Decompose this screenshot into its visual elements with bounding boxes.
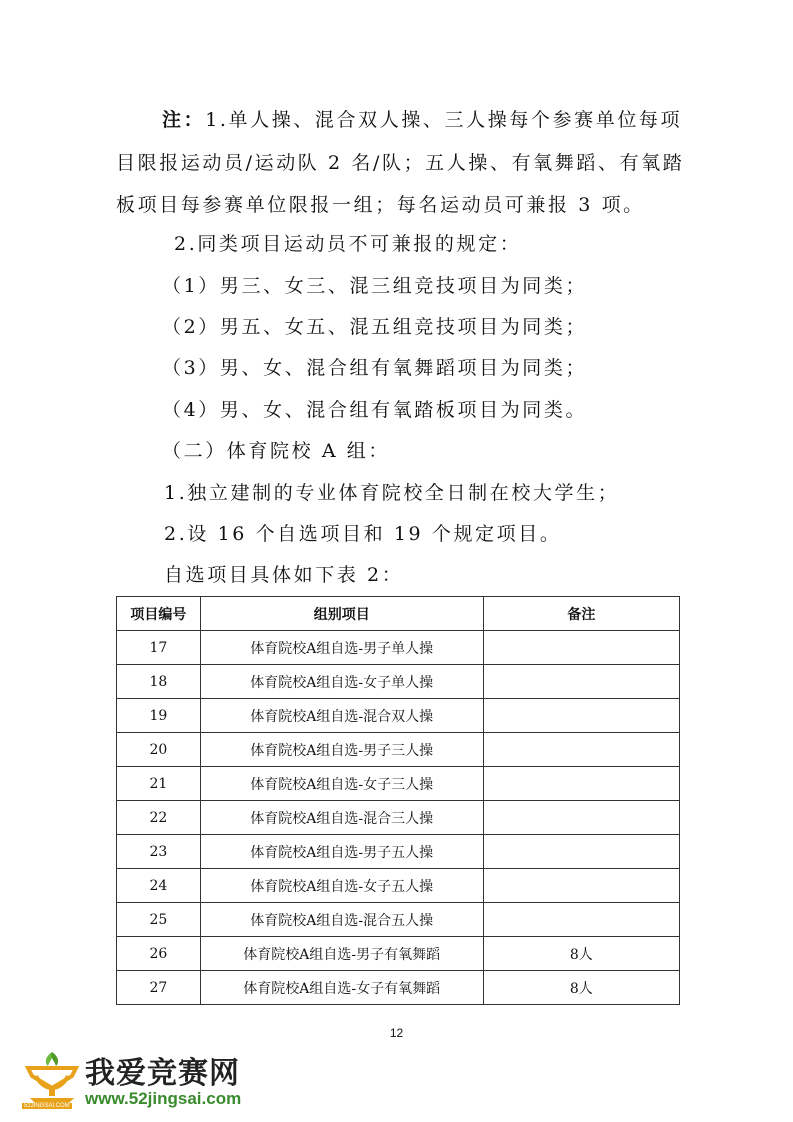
rule-heading: 2.同类项目运动员不可兼报的规定： [174, 233, 522, 255]
event-number: 22 [117, 801, 201, 835]
event-number: 17 [117, 631, 201, 665]
event-remark [483, 631, 679, 665]
table-row [117, 903, 680, 937]
event-remark [483, 733, 679, 767]
table-row [117, 835, 680, 869]
note-line-1 [162, 108, 682, 132]
table-row [117, 937, 680, 971]
event-remark [483, 767, 679, 801]
header-event-number: 项目编号 [117, 597, 201, 631]
event-name: 体育院校A组自选-女子单人操 [200, 665, 483, 699]
event-name: 体育院校A组自选-女子有氧舞蹈 [200, 971, 483, 1005]
table-row [117, 869, 680, 903]
section-item-2: 2.设 16 个自选项目和 19 个规定项目。 [164, 523, 562, 545]
event-number: 27 [117, 971, 201, 1005]
event-remark [483, 699, 679, 733]
table-row [117, 801, 680, 835]
section-item-1: 1.独立建制的专业体育院校全日制在校大学生； [164, 482, 620, 504]
event-number: 23 [117, 835, 201, 869]
event-remark: 8人 [483, 971, 679, 1005]
event-name: 体育院校A组自选-男子五人操 [200, 835, 483, 869]
event-name: 体育院校A组自选-女子五人操 [200, 869, 483, 903]
logo-url: www.52jingsai.com [85, 1089, 242, 1108]
event-remark [483, 835, 679, 869]
table-header-row [117, 597, 680, 631]
event-remark [483, 869, 679, 903]
table-row [117, 767, 680, 801]
header-event-name: 组别项目 [200, 597, 483, 631]
note-label: 注： [162, 109, 206, 131]
event-number: 18 [117, 665, 201, 699]
logo-small-text: 52JINGSAI.COM [24, 1103, 70, 1109]
event-number: 26 [117, 937, 201, 971]
table-row [117, 971, 680, 1005]
event-name: 体育院校A组自选-混合三人操 [200, 801, 483, 835]
rule-item-2: （2）男五、女五、混五组竞技项目为同类； [162, 316, 588, 338]
event-number: 19 [117, 699, 201, 733]
event-name: 体育院校A组自选-男子三人操 [200, 733, 483, 767]
table-row [117, 699, 680, 733]
table-row [117, 665, 680, 699]
table-row [117, 631, 680, 665]
event-name: 体育院校A组自选-男子单人操 [200, 631, 483, 665]
event-name: 体育院校A组自选-男子有氧舞蹈 [200, 937, 483, 971]
event-remark [483, 801, 679, 835]
note-text-1: 1.单人操、混合双人操、三人操每个参赛单位每项 [205, 109, 683, 131]
event-remark [483, 665, 679, 699]
event-name: 体育院校A组自选-混合五人操 [200, 903, 483, 937]
table-row [117, 733, 680, 767]
event-remark [483, 903, 679, 937]
event-remark: 8人 [483, 937, 679, 971]
table-caption: 自选项目具体如下表 2： [164, 564, 404, 586]
watermark-logo [22, 1048, 382, 1118]
trophy-icon [22, 1048, 82, 1110]
page-number: 12 [389, 1026, 404, 1040]
rule-item-3: （3）男、女、混合组有氧舞蹈项目为同类； [162, 357, 588, 379]
logo-title: 我爱竞赛网 [85, 1056, 240, 1091]
rule-item-1: （1）男三、女三、混三组竞技项目为同类； [162, 275, 588, 297]
section-heading: （二）体育院校 A 组： [162, 440, 391, 462]
event-number: 20 [117, 733, 201, 767]
header-remarks: 备注 [483, 597, 679, 631]
event-name: 体育院校A组自选-女子三人操 [200, 767, 483, 801]
rule-item-4: （4）男、女、混合组有氧踏板项目为同类。 [162, 399, 588, 421]
event-number: 24 [117, 869, 201, 903]
event-name: 体育院校A组自选-混合双人操 [200, 699, 483, 733]
note-line-2: 目限报运动员/运动队 2 名/队；五人操、有氧舞蹈、有氧踏 [116, 152, 685, 174]
event-number: 25 [117, 903, 201, 937]
note-line-3: 板项目每参赛单位限报一组；每名运动员可兼报 3 项。 [116, 194, 645, 216]
event-number: 21 [117, 767, 201, 801]
events-table [116, 596, 680, 1005]
